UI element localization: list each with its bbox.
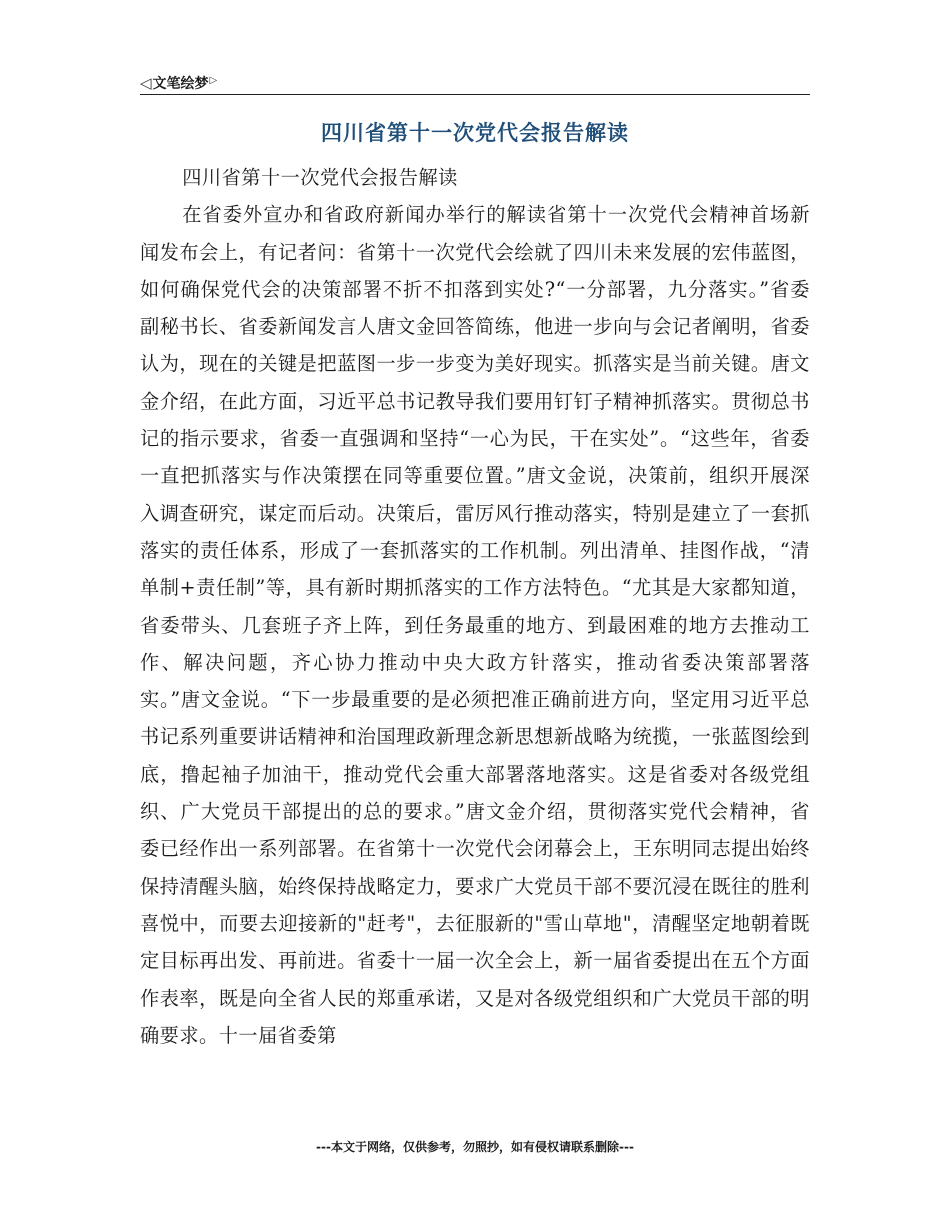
triangle-left-icon: ◁ — [140, 74, 152, 92]
paragraph-subtitle: 四川省第十一次党代会报告解读 — [182, 166, 458, 189]
page-header — [140, 70, 810, 95]
triangle-right-icon: ▷ — [209, 74, 218, 86]
paragraph-main: 在省委外宣办和省政府新闻办举行的解读省第十一次党代会精神首场新闻发布会上，有记者问：省第十一次党代会绘就了四川未来发展的宏伟蓝图，如何确保党代会的决策部署不折不扣落到实处?“一分部署，九分落实。”省委副秘书长、省委新闻发言人唐文金回答简练，他进一步向与会记者阐明，省委认为，现在的关键是把蓝图一步一步变为美好现实。抓落实是当前关键。唐文金介绍，在此方面，习近平总书记教导我们要用钉钉子精神抓落实。贯彻总书记的指示要求，省委一直强调和坚持“一心为民，干在实处”。“这些年，省委一直把抓落实与作决策摆在同等重要位置。”唐文金说，决策前，组织开展深入调查研究，谋定而后动。决策后，雷厉风行推动落实，特别是建立了一套抓落实的责任体系，形成了一套抓落实的工作机制。列出清单、挂图作战，“清单制+责任制”等，具有新时期抓落实的工作方法特色。“尤其是大家都知道，省委带头、几套班子齐上阵，到任务最重的地方、到最困难的地方去推动工作、解决问题，齐心协力推动中央大政方针落实，推动省委决策部署落实。”唐文金说。“下一步最重要的是必须把准正确前进方向，坚定用习近平总书记系列重要讲话精神和治国理政新理念新思想新战略为统揽，一张蓝图绘到底，撸起袖子加油干，推动党代会重大部署落地落实。这是省委对各级党组织、广大党员干部提出的总的要求。”唐文金介绍，贯彻落实党代会精神，省委已经作出一系列部署。在省第十一次党代会闭幕会上，王东明同志提出始终保持清醒头脑，始终保持战略定力，要求广大党员干部不要沉浸在既往的胜利喜悦中，而要去迎接新的"赶考"，去征服新的"雪山草地"，清醒坚定地朝着既定目标再出发、再前进。省委十一届一次全会上，新一届省委提出在五个方面作表率，既是向全省人民的郑重承诺，又是对各级党组织和广大党员干部的明确要求。十一届省委第 — [140, 203, 810, 1047]
document-body — [140, 159, 810, 1054]
brand-name: 文笔绘梦 — [152, 76, 209, 92]
footer-disclaimer: ---本文于网络，仅供参考，勿照抄，如有侵权请联系删除--- — [316, 1140, 634, 1154]
document-title: 四川省第十一次党代会报告解读 — [321, 121, 629, 145]
document-page — [140, 70, 810, 1054]
brand-logo — [140, 73, 217, 93]
